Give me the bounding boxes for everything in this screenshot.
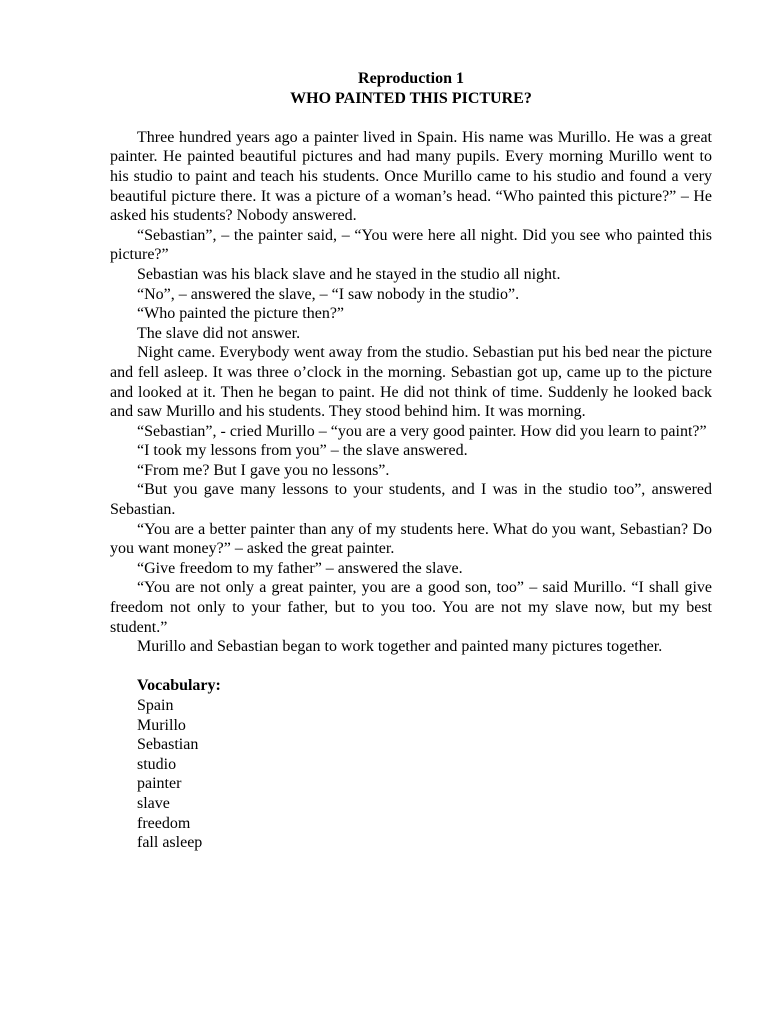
vocabulary-item: painter — [137, 775, 182, 793]
paragraph: “Who painted the picture then?” — [137, 305, 345, 323]
vocabulary-item: Murillo — [137, 716, 186, 734]
document-page — [110, 69, 712, 853]
paragraph: Murillo and Sebastian began to work together and painted many pictures together. — [137, 638, 663, 656]
story-body — [110, 128, 712, 657]
paragraph: Sebastian was his black slave and he stayed in the studio all night. — [137, 265, 561, 283]
vocabulary-list — [137, 696, 712, 853]
paragraph: The slave did not answer. — [137, 324, 301, 342]
paragraph: “But you gave many lessons to your students, and I was in the studio too”, answered Sebastian. — [110, 481, 712, 519]
vocabulary-item: studio — [137, 755, 177, 773]
title-line-2: WHO PAINTED THIS PICTURE? — [290, 89, 532, 107]
vocabulary-item: Sebastian — [137, 736, 199, 754]
paragraph: “You are a better painter than any of my students here. What do you want, Sebastian? Do you want money?” – asked the great painter. — [110, 520, 712, 558]
paragraph: “I took my lessons from you” – the slave answered. — [137, 442, 468, 460]
paragraph: “Give freedom to my father” – answered the slave. — [137, 559, 463, 577]
paragraph: Night came. Everybody went away from the studio. Sebastian put his bed near the picture and fell asleep. It was three o’clock in the morning. Sebastian got up, came up to the picture and looked at it. Then he began to paint. He did not think of time. Suddenly he looked back and saw Murillo and his students. They stood behind him. It was morning. — [110, 344, 712, 421]
vocabulary-item: fall asleep — [137, 834, 203, 852]
paragraph: Three hundred years ago a painter lived in Spain. His name was Murillo. He was a great painter. He painted beautiful pictures and had many pupils. Every morning Murillo went to his studio to paint and teach his students. Once Murillo came to his studio and found a very beautiful picture there. It was a picture of a woman’s head. “Who painted this picture?” – He asked his students? Nobody answered. — [110, 128, 712, 225]
paragraph: “You are not only a great painter, you are a good son, too” – said Murillo. “I shall give freedom not only to your father, but to you too. You are not my slave now, but my best student.” — [110, 579, 712, 636]
vocabulary-item: freedom — [137, 814, 191, 832]
paragraph: “Sebastian”, – the painter said, – “You were here all night. Did you see who painted this picture?” — [110, 226, 712, 264]
vocabulary-item: Spain — [137, 697, 174, 714]
paragraph: “Sebastian”, - cried Murillo – “you are a very good painter. How did you learn to paint?” — [137, 422, 707, 440]
vocabulary-item: slave — [137, 794, 170, 812]
vocabulary-heading: Vocabulary: — [137, 677, 221, 695]
title-line-1: Reproduction 1 — [358, 70, 464, 87]
paragraph: “From me? But I gave you no lessons”. — [137, 461, 390, 479]
vocabulary-section — [110, 676, 712, 852]
paragraph: “No”, – answered the slave, – “I saw nobody in the studio”. — [137, 285, 520, 303]
